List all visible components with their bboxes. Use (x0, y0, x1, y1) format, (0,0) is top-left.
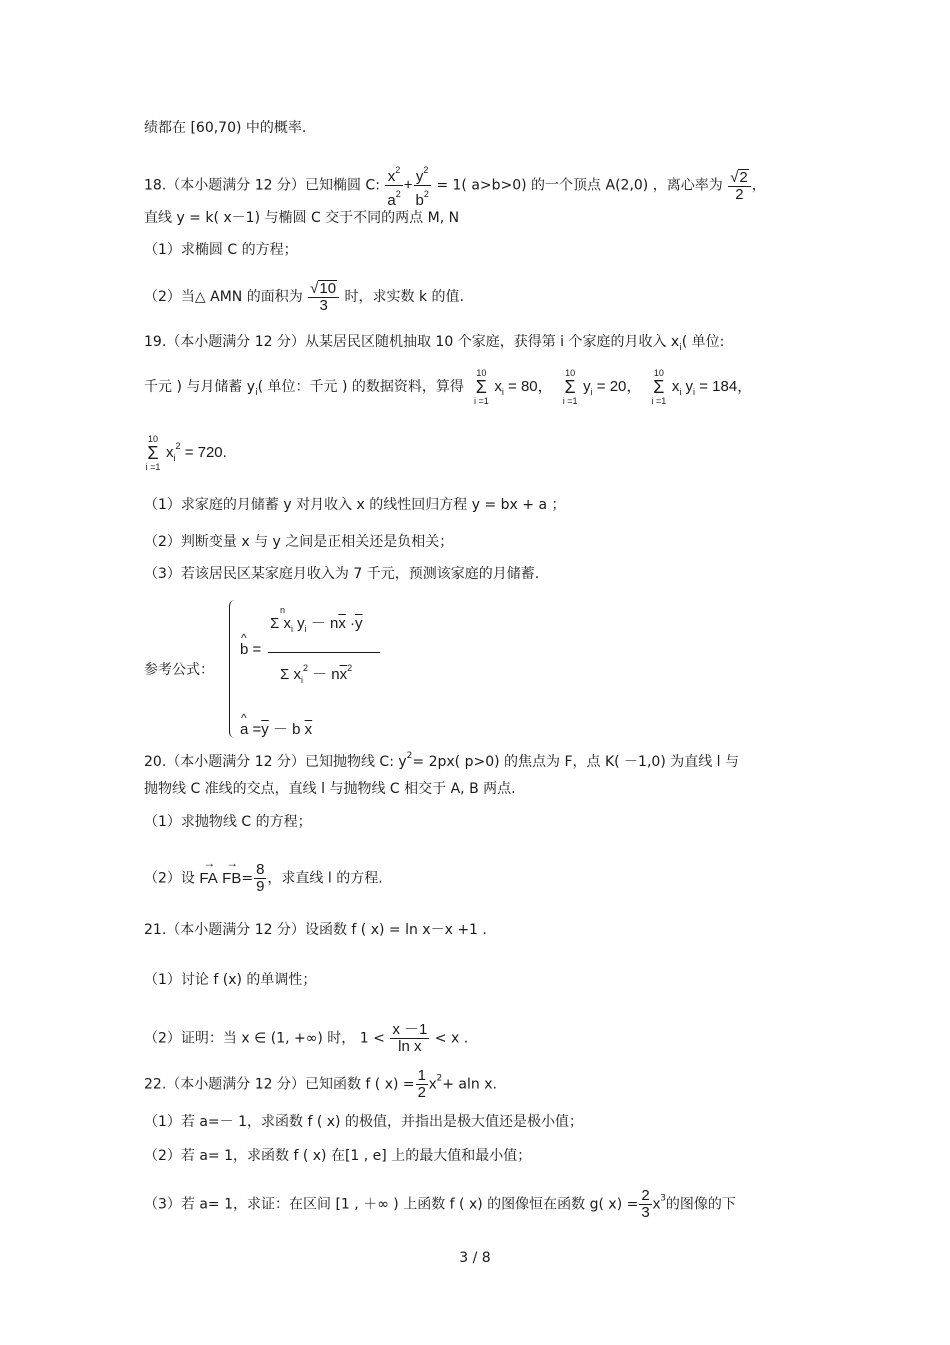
formula-denominator: Σ $x_i^2 - n\overline{x}^2$ (280, 663, 353, 685)
fraction: $\frac{2}{3}$ (641, 1187, 650, 1221)
fraction: $\frac{x -1}{\text{ln x}}$ (392, 1021, 428, 1055)
q21-part1: （1）讨论 f (x) 的单调性； (144, 972, 317, 988)
fraction-bar (268, 652, 380, 653)
q19-part3: （3）若该居民区某家庭月收入为 7 千元，预测该家庭的月储蓄. (144, 566, 540, 582)
q19-part1: （1）求家庭的月储蓄 y 对月收入 x 的线性回归方程 y = bx + a ； (144, 497, 566, 513)
q22-part3: （3）若 a= 1，求证：在区间 [1 , ＋∞ ) 上函数 f ( x) 的图像恒在函数 g( x) = $\frac{2}{3}$ $x^3$的图像的下 (144, 1187, 736, 1221)
q20-part2: （2）设 → FA → FB= $\frac{8}{9}$ ，求直线 l 的方程. (144, 862, 383, 895)
q19-line2: 千元 ) 与月储蓄 $y_i$( 单位：千元 ) 的数据资料，算得 10 Σ i =1 $x_i = 80$， 10 Σ i =1 $y_i = 20$， 10 Σ i =1 $x_i$ $y_i = 184$， (144, 368, 753, 406)
summation: 10 Σ i =1 (145, 434, 161, 472)
fraction: $\frac{y^2}{b^2}$ (414, 162, 431, 209)
summation: 10 Σ i =1 (562, 368, 578, 406)
fraction: $\frac{1}{2}$ (417, 1067, 426, 1101)
formula-a: ^ $a =\overline{y} - b$ $\overline{x}$ (240, 720, 312, 740)
eccentricity-fraction: $\frac{√2}{2}$ (728, 169, 751, 203)
q22-part2: （2）若 a= 1，求函数 f ( x) 在[1 , e] 上的最大值和最小值； (144, 1148, 532, 1164)
q18-heading: 18.（本小题满分 12 分）已知椭圆 C: $\frac{x^2}{a^2}$ + $\frac{y^2}{b^2}$ = 1( a>b>0) 的一个顶点 A(2,0) ，离心率为 $\frac{√2}{2}$ ， (144, 162, 766, 209)
page-number: 3 / 8 (459, 1250, 491, 1266)
fraction: $\frac{8}{9}$ (256, 861, 265, 895)
formula-numerator: Σ $x_i$ $y_i - n\overline{x} \cdot\overline{y}$ (270, 615, 363, 634)
q22-part1: （1）若 a=－ 1，求函数 f ( x) 的极值，并指出是极大值还是极小值； (144, 1114, 583, 1130)
q22-heading: 22.（本小题满分 12 分）已知函数 f ( x) = $\frac{1}{2}$ $x^2+ aln$ x. (144, 1067, 497, 1101)
summation: 10 Σ i =1 (473, 368, 489, 406)
fraction: $\frac{x^2}{a^2}$ (385, 162, 402, 209)
reference-label: 参考公式： (144, 662, 214, 678)
q18-part2: （2）当△ AMN 的面积为 $\frac{√10}{3}$ 时，求实数 k 的值. (144, 280, 464, 314)
q18-line2: 直线 y = k( x－1) 与椭圆 C 交于不同的两点 M, N (144, 210, 460, 226)
intro-line: 绩都在 [60,70) 中的概率. (144, 120, 307, 136)
q19-heading: 19.（本小题满分 12 分）从某居民区随机抽取 10 个家庭，获得第 i 个家庭的月收入 $x_i$( 单位: (144, 334, 725, 353)
formula-b: ^ b = (240, 640, 261, 660)
formula-brace (229, 600, 240, 738)
q19-line3: 10 Σ i =1 $x_i^2 = 720$. (145, 434, 227, 472)
q19-part2: （2）判断变量 x 与 y 之间是正相关还是负相关； (144, 534, 454, 550)
q20-line2: 抛物线 C 准线的交点，直线 l 与抛物线 C 相交于 A, B 两点. (144, 781, 516, 797)
formula-top-n: n (280, 605, 286, 615)
summation: 10 Σ i =1 (651, 368, 667, 406)
q21-heading: 21.（本小题满分 12 分）设函数 f ( x) = ln x－x +1 . (144, 922, 487, 938)
q20-heading: 20.（本小题满分 12 分）已知抛物线 C: $y^2= 2px$( p>0) 的焦点为 F，点 K( －1,0) 为直线 l 与 (144, 751, 740, 770)
q18-part1: （1）求椭圆 C 的方程； (144, 242, 298, 258)
q20-part1: （1）求抛物线 C 的方程； (144, 814, 312, 830)
area-fraction: $\frac{√10}{3}$ (308, 280, 339, 314)
q21-part2: （2）证明：当 x ∈ (1, +∞) 时， 1 < $\frac{x -1}{\text{ln x}}$ < x . (144, 1021, 469, 1055)
